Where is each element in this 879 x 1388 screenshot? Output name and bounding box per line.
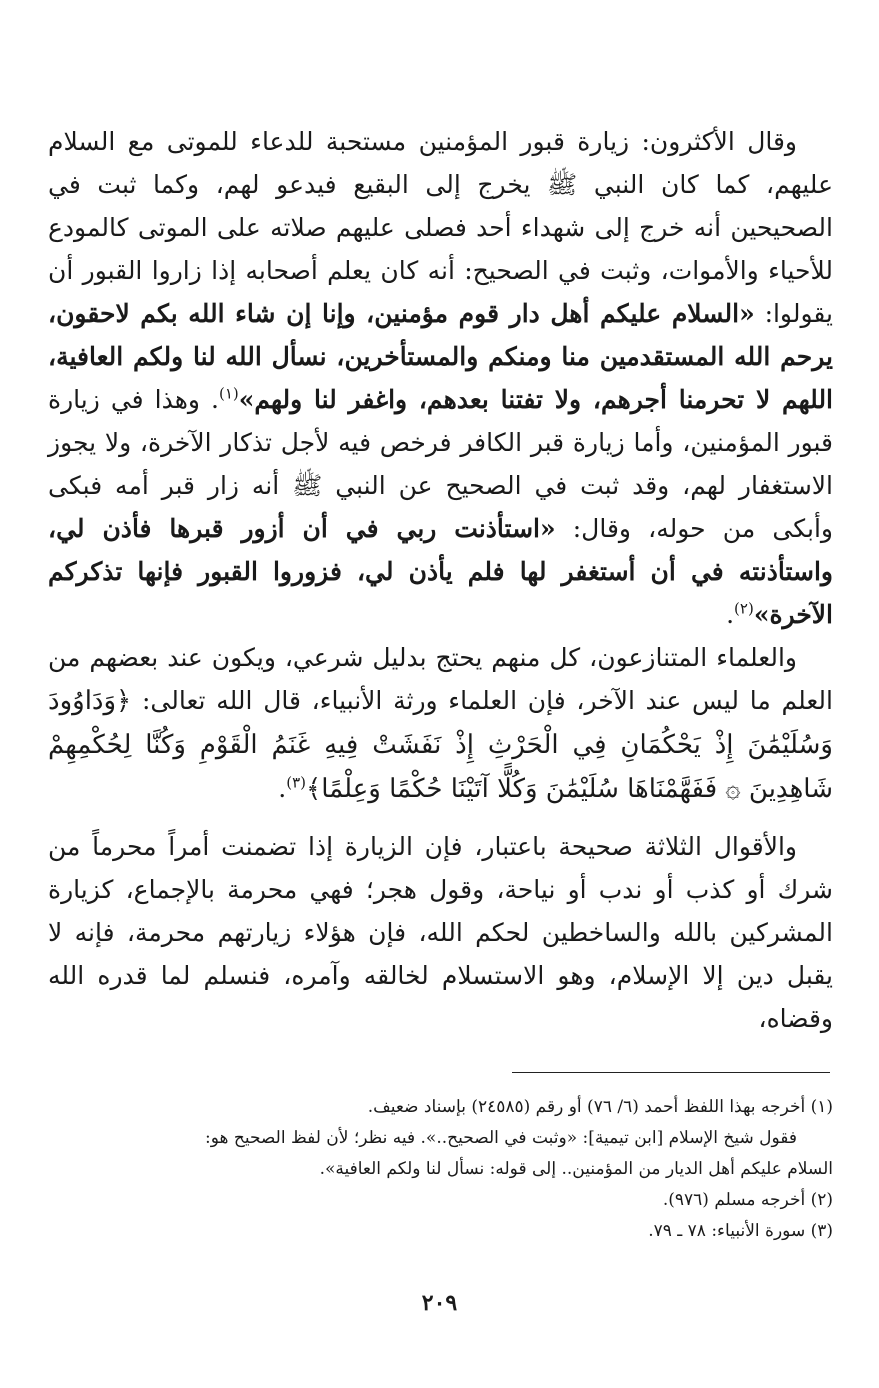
page-number: ٢٠٩ [421,1290,458,1316]
body-text: . [726,600,735,629]
body-text: والأقوال الثلاثة صحيحة باعتبار، فإن الزيارة إذا تضمنت أمراً محرماً من شرك أو كذب أو ندب أو نياحة، وقول هجر؛ فهي محرمة بالإجماع، كزيارة المشركين بالله والساخطين لحكم الله، فإن هؤلاء زيارتهم محرمة، فإنه لا يقبل دين إلا الإسلام، وهو الاستسلام لخالقه وآمره، فنسلم لما قدره الله وقضاه، [48,832,833,1033]
footnote-3: (٣) سورة الأنبياء: ٧٨ ـ ٧٩. [648,1221,833,1241]
footnote-divider [512,1072,830,1073]
paragraph-1-text [48,127,833,629]
hadith-quote: «استأذنت ربي في أن أزور قبرها فأذن لي، واستأذنته في أن أستغفر لها فلم يأذن لي، فزوروا القبور فإنها تذكركم الآخرة» [48,514,833,629]
footnote-marker: (١) [218,384,239,403]
body-text: والعلماء المتنازعون، كل منهم يحتج بدليل شرعي، ويكون عند بعضهم من العلم ما ليس عند الآخر، فإن العلماء ورثة الأنبياء، قال الله تعالى: [48,643,833,715]
footnotes [48,1092,833,1247]
body-text: . [278,774,287,803]
quran-verse: ﴿وَدَاوُودَ وَسُلَيْمَٰنَ إِذْ يَحْكُمَانِ فِي الْحَرْثِ إِذْ نَفَشَتْ فِيهِ غَنَمُ الْقَوْمِ وَكُنَّا لِحُكْمِهِمْ شَاهِدِينَ ۞ فَفَهَّمْنَاهَا سُلَيْمَٰنَ وَكُلًّا آتَيْنَا حُكْمًا وَعِلْمًا﴾ [48,686,833,804]
footnote-marker: (٢) [734,599,754,618]
footnote-1: (١) أخرجه بهذا اللفظ أحمد (٦/ ٧٦) أو رقم (٢٤٥٨٥) بإسناد ضعيف. [367,1097,833,1117]
footnote-1-continuation: فقول شيخ الإسلام [ابن تيمية]: «وثبت في الصحيح..». فيه نظر؛ لأن لفظ الصحيح هو: [204,1128,797,1148]
paragraph-1 [48,120,833,636]
body-text: . وهذا في زيارة قبور المؤمنين، وأما زيارة قبر الكافر فرخص فيه لأجل تذكار الآخرة، ولا يجوز الاستغفار لهم، وقد ثبت في الصحيح عن النبي ﷺ أنه زار قبر أمه فبكى وأبكى من حوله، وقال: [48,385,833,543]
body-text: وقال الأكثرون: زيارة قبور المؤمنين مستحبة للدعاء للموتى مع السلام عليهم، كما كان النبي ﷺ يخرج إلى البقيع فيدعو لهم، وكما ثبت في الصحيحين أنه خرج إلى شهداء أحد فصلى عليهم صلاته على الموتى كالمودع للأحياء والأموات، وثبت في الصحيح: أنه كان يعلم أصحابه إذا زاروا القبور أن يقولوا: [48,127,833,328]
footnote-marker: (٣) [286,773,306,792]
paragraph-3 [48,825,833,1040]
paragraph-2 [48,636,833,811]
paragraph-3-text [48,832,833,1033]
paragraph-2-text [48,643,833,803]
footnote-1-continuation-2: السلام عليكم أهل الديار من المؤمنين.. إلى قوله: نسأل لنا ولكم العافية». [319,1159,833,1179]
hadith-quote: «السلام عليكم أهل دار قوم مؤمنين، وإنا إن شاء الله بكم لاحقون، يرحم الله المستقدمين منا ومنكم والمستأخرين، نسأل الله لنا ولكم العافية، اللهم لا تحرمنا أجرهم، ولا تفتنا بعدهم، واغفر لنا ولهم» [48,299,834,414]
footnote-2: (٢) أخرجه مسلم (٩٧٦). [662,1190,833,1210]
